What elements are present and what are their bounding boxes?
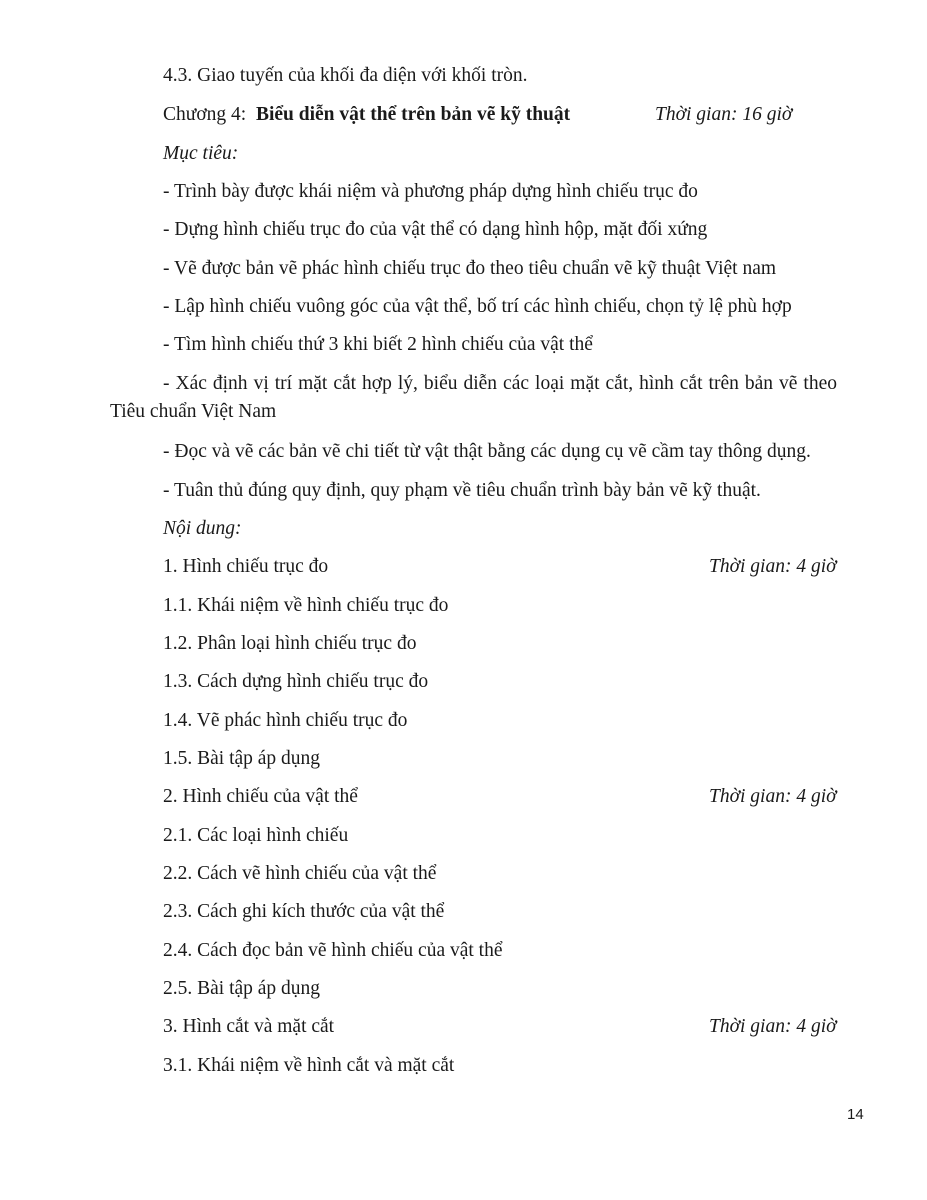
section-item: 1.4. Vẽ phác hình chiếu trục đo (163, 710, 408, 731)
objective-item: - Dựng hình chiếu trục đo của vật thể có dạng hình hộp, mặt đối xứng (163, 219, 708, 240)
objectives-heading: Mục tiêu: (163, 143, 239, 164)
objective-item: - Lập hình chiếu vuông góc của vật thể, bố trí các hình chiếu, chọn tỷ lệ phù hợp (163, 296, 792, 317)
section-item: 1.2. Phân loại hình chiếu trục đo (163, 633, 417, 654)
section-item: 2.4. Cách đọc bản vẽ hình chiếu của vật thể (163, 940, 503, 961)
objective-item: - Đọc và vẽ các bản vẽ chi tiết từ vật thật bằng các dụng cụ vẽ cầm tay thông dụng. (163, 441, 811, 462)
section-item: 1.1. Khái niệm về hình chiếu trục đo (163, 595, 449, 616)
chapter-time: Thời gian: 16 giờ (655, 104, 793, 125)
chapter-heading (163, 103, 570, 127)
section-time: Thời gian: 4 giờ (709, 1016, 837, 1037)
objective-item-continued: Tiêu chuẩn Việt Nam (110, 401, 277, 422)
content-heading: Nội dung: (163, 518, 242, 539)
section-time: Thời gian: 4 giờ (709, 556, 837, 577)
objective-item: - Tuân thủ đúng quy định, quy phạm về tiêu chuẩn trình bày bản vẽ kỹ thuật. (163, 480, 761, 501)
section-item: 2.2. Cách vẽ hình chiếu của vật thể (163, 863, 437, 884)
section-item: 1.3. Cách dựng hình chiếu trục đo (163, 671, 429, 692)
section-item: 2.3. Cách ghi kích thước của vật thể (163, 901, 445, 922)
section-title: 3. Hình cắt và mặt cắt (163, 1016, 335, 1037)
objective-item: - Tìm hình chiếu thứ 3 khi biết 2 hình chiếu của vật thể (163, 334, 593, 355)
section-item: 1.5. Bài tập áp dụng (163, 748, 321, 769)
objective-item: - Vẽ được bản vẽ phác hình chiếu trục đo theo tiêu chuẩn vẽ kỹ thuật Việt nam (163, 258, 777, 279)
objective-item: - Trình bày được khái niệm và phương pháp dựng hình chiếu trục đo (163, 181, 698, 202)
top-item: 4.3. Giao tuyến của khối đa diện với khối tròn. (163, 65, 528, 86)
section-item: 3.1. Khái niệm về hình cắt và mặt cắt (163, 1055, 455, 1076)
chapter-title: Biểu diễn vật thể trên bản vẽ kỹ thuật (255, 104, 571, 125)
section-title: 1. Hình chiếu trục đo (163, 556, 329, 577)
section-item: 2.1. Các loại hình chiếu (163, 825, 349, 846)
section-item: 2.5. Bài tập áp dụng (163, 978, 321, 999)
section-title: 2. Hình chiếu của vật thể (163, 786, 358, 807)
objective-item: - Xác định vị trí mặt cắt hợp lý, biểu diễn các loại mặt cắt, hình cắt trên bản vẽ theo (163, 373, 837, 394)
page-number: 14 (847, 1106, 864, 1123)
chapter-prefix: Chương 4: (163, 104, 247, 125)
section-time: Thời gian: 4 giờ (709, 786, 837, 807)
